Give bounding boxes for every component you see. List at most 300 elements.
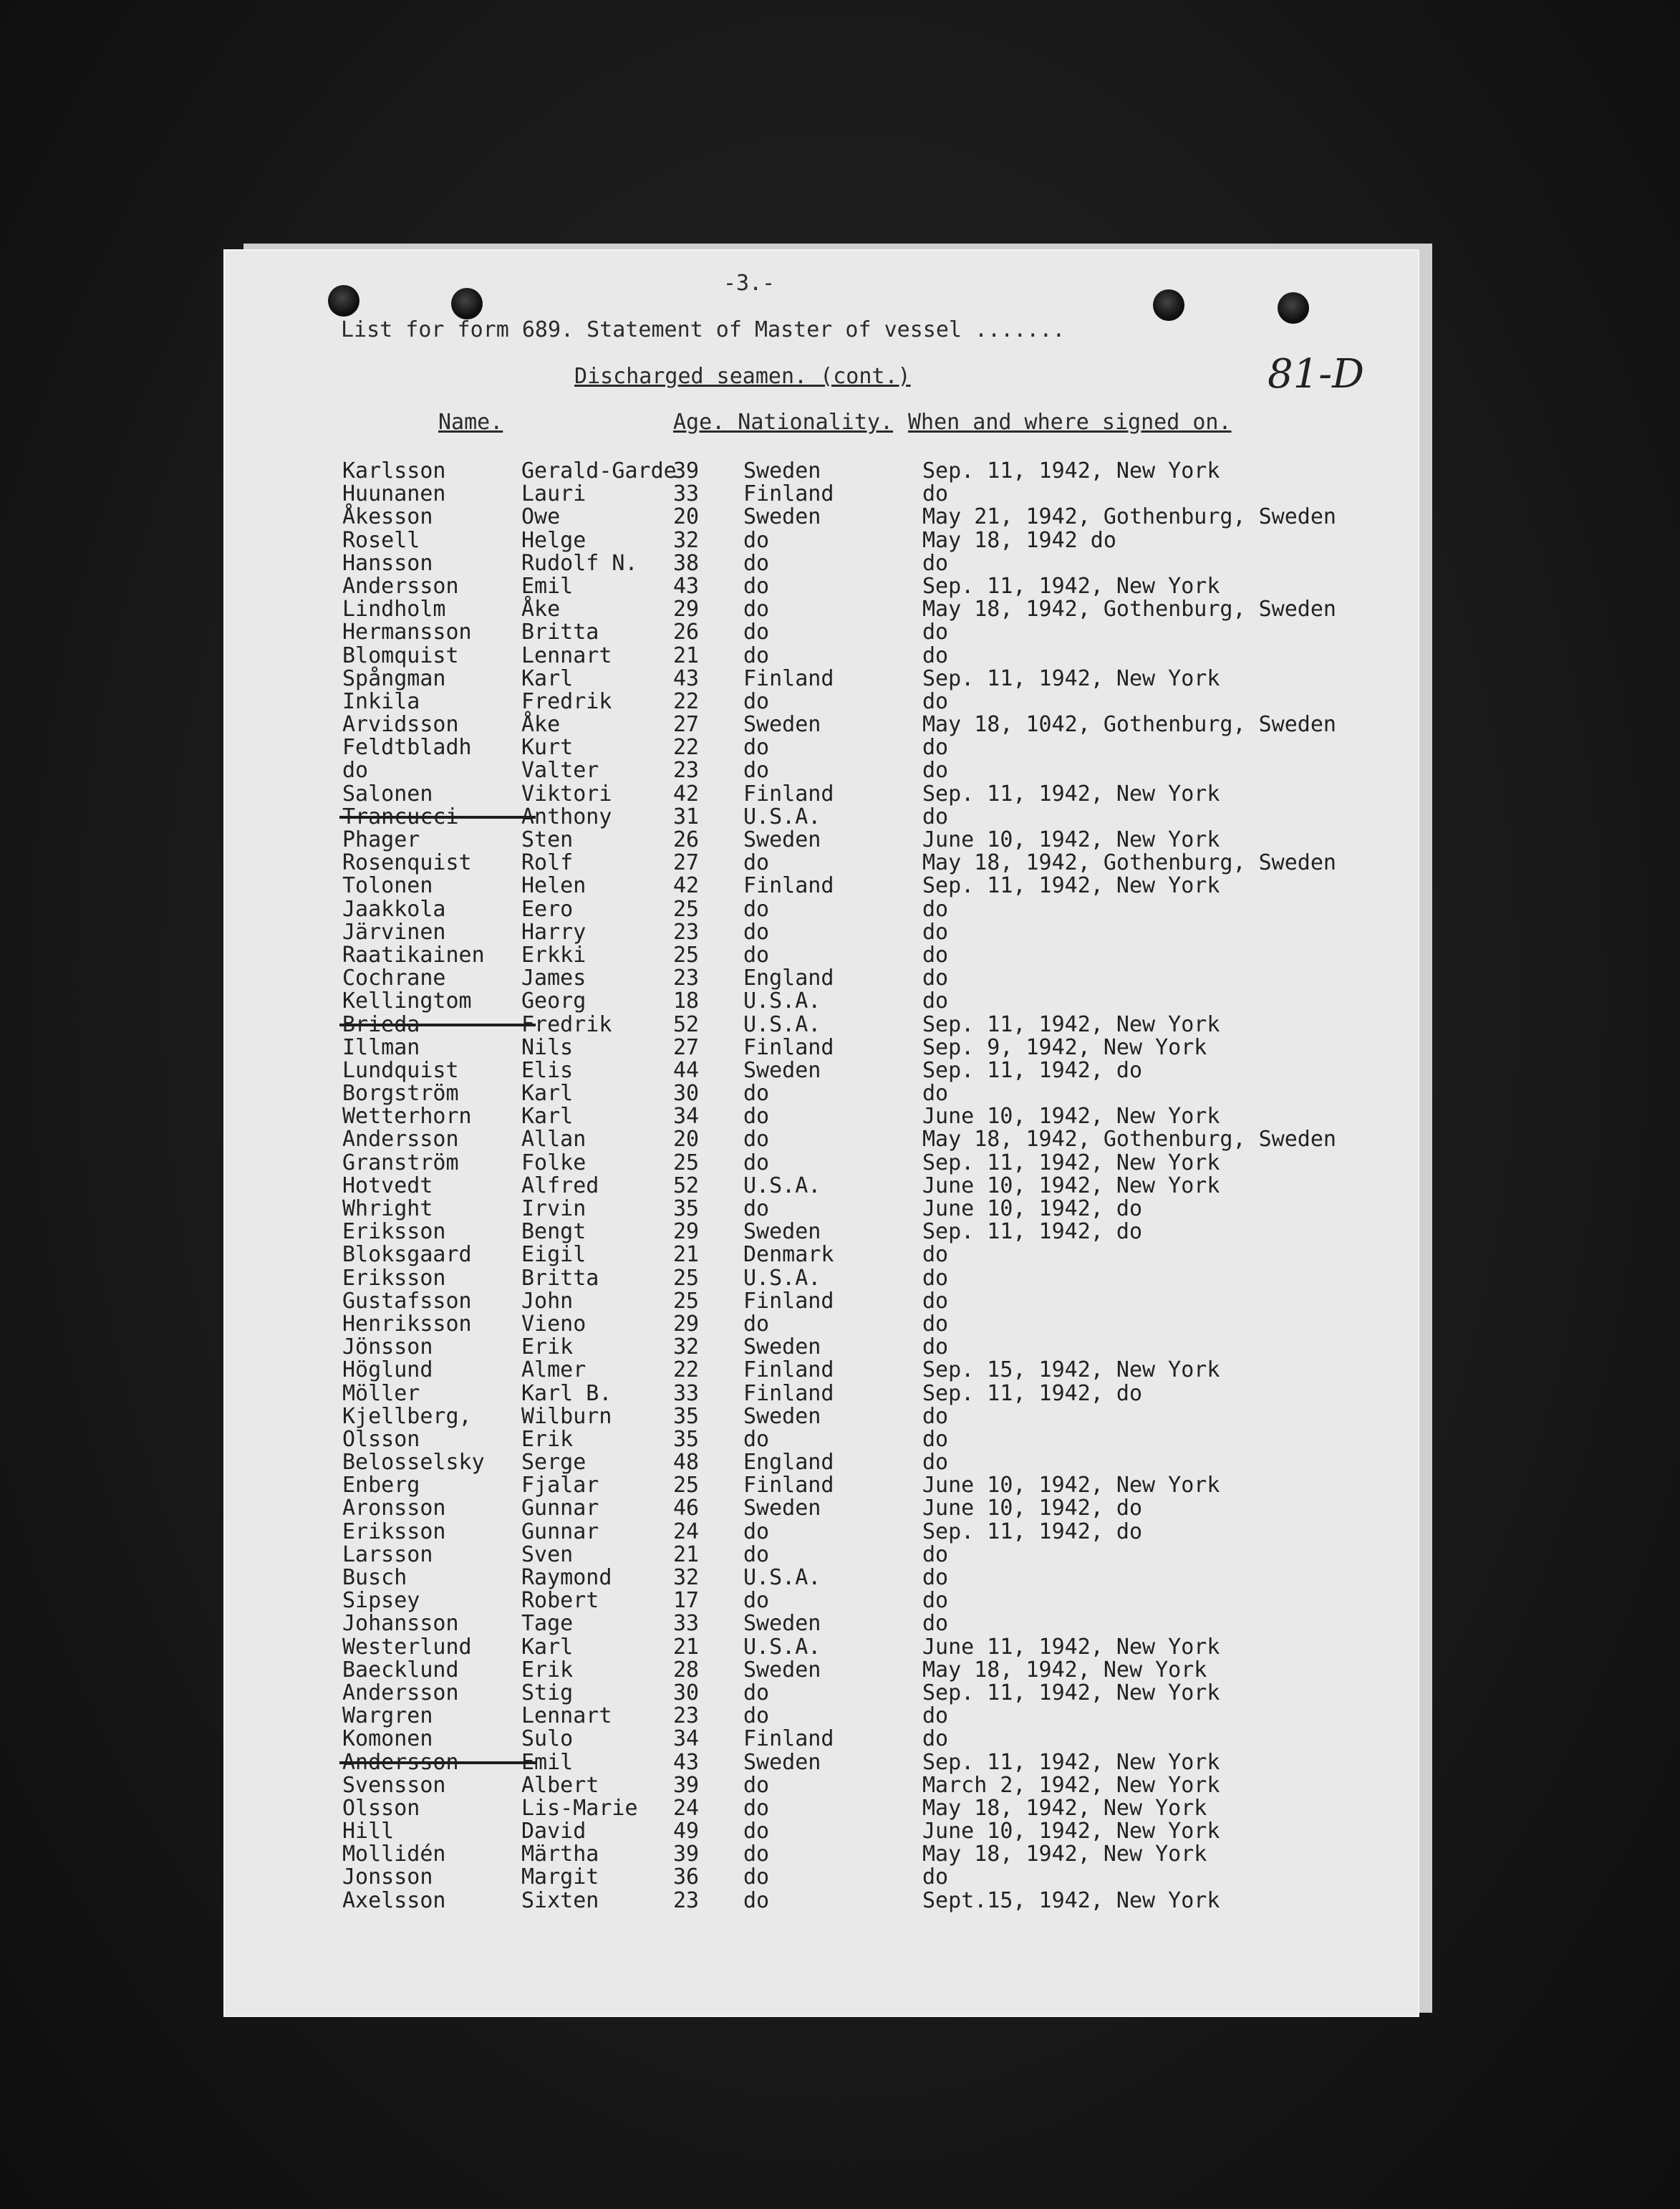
surname-cell: Aronsson [342, 1496, 446, 1521]
signed-on-cell: Sep. 11, 1942, do [922, 1519, 1143, 1544]
surname-cell: Eriksson [342, 1519, 446, 1544]
surname-cell: Hermansson [342, 620, 472, 645]
surname-cell: Johansson [342, 1611, 459, 1637]
given-name-cell: Irvin [521, 1196, 586, 1221]
given-name-cell: Folke [521, 1150, 586, 1175]
given-name-cell: Alfred [521, 1173, 599, 1198]
age-cell: 21 [673, 1242, 700, 1268]
age-cell: 48 [673, 1450, 700, 1476]
age-cell: 52 [673, 1173, 700, 1198]
given-name-cell: Stig [521, 1680, 574, 1705]
given-name-cell: Tage [521, 1611, 574, 1637]
signed-on-cell: May 18, 1042, Gothenburg, Sweden [922, 712, 1336, 738]
surname-cell: Åkesson [342, 504, 433, 530]
surname-cell: Kellingtom [342, 988, 472, 1014]
surname-cell: Blomquist [342, 643, 459, 668]
nationality-cell: do [743, 573, 770, 599]
nationality-cell: U.S.A. [743, 1634, 821, 1660]
signed-on-cell: do [922, 1565, 949, 1590]
signed-on-cell: Sept.15, 1942, New York [922, 1887, 1220, 1913]
given-name-cell: Raymond [521, 1565, 612, 1590]
surname-cell: Baecklund [342, 1657, 459, 1683]
nationality-cell: do [743, 1842, 770, 1867]
surname-cell: Jonsson [342, 1864, 433, 1890]
signed-on-cell: Sep. 11, 1942, New York [922, 1749, 1220, 1775]
surname-cell: Hill [342, 1819, 395, 1844]
signed-on-cell: June 10, 1942, New York [922, 1173, 1220, 1198]
nationality-cell: U.S.A. [743, 988, 821, 1014]
age-cell: 38 [673, 550, 700, 576]
age-cell: 52 [673, 1011, 700, 1037]
age-cell: 49 [673, 1819, 700, 1844]
surname-cell: do [342, 758, 369, 784]
age-cell: 27 [673, 712, 700, 738]
age-cell: 35 [673, 1196, 700, 1221]
age-cell: 25 [673, 1150, 700, 1175]
surname-cell: Phager [342, 827, 420, 852]
signed-on-cell: do [922, 688, 949, 714]
signed-on-cell: do [922, 1703, 949, 1729]
nationality-cell: do [743, 597, 770, 622]
given-name-cell: Karl [521, 1104, 574, 1130]
signed-on-cell: do [922, 1403, 949, 1429]
given-name-cell: Valter [521, 758, 599, 784]
surname-cell: Salonen [342, 781, 433, 807]
signed-on-cell: June 10, 1942, do [922, 1496, 1143, 1521]
signed-on-cell: do [922, 643, 949, 668]
punch-hole [1153, 289, 1184, 321]
given-name-cell: Serge [521, 1450, 586, 1476]
signed-on-cell: May 18, 1942, New York [922, 1795, 1207, 1821]
signed-on-cell: do [922, 896, 949, 922]
given-name-cell: Rudolf N. [521, 550, 638, 576]
given-name-cell: Kurt [521, 735, 574, 761]
signed-on-cell: May 21, 1942, Gothenburg, Sweden [922, 504, 1336, 530]
signed-on-cell: do [922, 1450, 949, 1476]
nationality-cell: Finland [743, 873, 834, 899]
signed-on-cell: June 10, 1942, New York [922, 827, 1220, 852]
surname-cell: Eriksson [342, 1219, 446, 1245]
document-subheading: Discharged seamen. (cont.) [574, 364, 911, 389]
surname-cell: Belosselsky [342, 1450, 485, 1476]
age-cell: 43 [673, 665, 700, 691]
surname-cell: Granström [342, 1150, 459, 1175]
surname-cell: Bloksgaard [342, 1242, 472, 1268]
page-number: -3.- [723, 271, 776, 296]
given-name-cell: Harry [521, 919, 586, 945]
age-cell: 23 [673, 758, 700, 784]
surname-cell: Wetterhorn [342, 1104, 472, 1130]
column-header-name: Name. [438, 410, 503, 435]
nationality-cell: England [743, 1450, 834, 1476]
given-name-cell: Erik [521, 1657, 574, 1683]
nationality-cell: do [743, 1795, 770, 1821]
surname-cell: Eriksson [342, 1265, 446, 1291]
signed-on-cell: June 10, 1942, New York [922, 1819, 1220, 1844]
signed-on-cell: Sep. 11, 1942, New York [922, 1011, 1220, 1037]
age-cell: 27 [673, 850, 700, 876]
signed-on-cell: Sep. 11, 1942, New York [922, 873, 1220, 899]
given-name-cell: Robert [521, 1588, 599, 1614]
given-name-cell: Anthony [521, 804, 612, 829]
given-name-cell: Märtha [521, 1842, 599, 1867]
signed-on-cell: do [922, 919, 949, 945]
age-cell: 36 [673, 1864, 700, 1890]
age-cell: 34 [673, 1726, 700, 1752]
age-cell: 33 [673, 1380, 700, 1406]
surname-cell: Feldtbladh [342, 735, 472, 761]
nationality-cell: U.S.A. [743, 804, 821, 829]
surname-cell: Enberg [342, 1473, 420, 1498]
signed-on-cell: do [922, 758, 949, 784]
nationality-cell: Finland [743, 1380, 834, 1406]
signed-on-cell: Sep. 11, 1942, New York [922, 665, 1220, 691]
nationality-cell: Denmark [743, 1242, 834, 1268]
age-cell: 23 [673, 1887, 700, 1913]
given-name-cell: Nils [521, 1034, 574, 1060]
given-name-cell: Sten [521, 827, 574, 852]
given-name-cell: Karl [521, 1081, 574, 1107]
given-name-cell: James [521, 966, 586, 991]
signed-on-cell: do [922, 1081, 949, 1107]
signed-on-cell: do [922, 1334, 949, 1360]
nationality-cell: Sweden [743, 1657, 821, 1683]
signed-on-cell: Sep. 9, 1942, New York [922, 1034, 1207, 1060]
age-cell: 25 [673, 1288, 700, 1314]
given-name-cell: Lis-Marie [521, 1795, 638, 1821]
signed-on-cell: Sep. 11, 1942, do [922, 1057, 1143, 1083]
nationality-cell: do [743, 735, 770, 761]
nationality-cell: Sweden [743, 827, 821, 852]
surname-cell: Komonen [342, 1726, 433, 1752]
age-cell: 39 [673, 1772, 700, 1798]
nationality-cell: Sweden [743, 1219, 821, 1245]
nationality-cell: Finland [743, 665, 834, 691]
surname-cell: Andersson [342, 1127, 459, 1152]
surname-cell: Karlsson [342, 458, 446, 483]
age-cell: 20 [673, 504, 700, 530]
given-name-cell: Erik [521, 1426, 574, 1452]
signed-on-cell: do [922, 481, 949, 507]
signed-on-cell: May 18, 1942, New York [922, 1842, 1207, 1867]
signed-on-cell: May 18, 1942, New York [922, 1657, 1207, 1683]
age-cell: 25 [673, 896, 700, 922]
signed-on-cell: do [922, 966, 949, 991]
given-name-cell: Erik [521, 1334, 574, 1360]
surname-cell: Raatikainen [342, 942, 485, 968]
nationality-cell: do [743, 850, 770, 876]
nationality-cell: do [743, 643, 770, 668]
age-cell: 28 [673, 1657, 700, 1683]
nationality-cell: do [743, 1127, 770, 1152]
surname-cell: Jönsson [342, 1334, 433, 1360]
age-cell: 21 [673, 1541, 700, 1567]
surname-cell: Inkila [342, 688, 420, 714]
age-cell: 21 [673, 1634, 700, 1660]
given-name-cell: Åke [521, 712, 561, 738]
age-cell: 27 [673, 1034, 700, 1060]
nationality-cell: do [743, 942, 770, 968]
nationality-cell: do [743, 550, 770, 576]
nationality-cell: Finland [743, 481, 834, 507]
nationality-cell: do [743, 1772, 770, 1798]
given-name-cell: Lennart [521, 643, 612, 668]
signed-on-cell: do [922, 1864, 949, 1890]
signed-on-cell: Sep. 11, 1942, do [922, 1219, 1143, 1245]
given-name-cell: Vieno [521, 1311, 586, 1337]
age-cell: 42 [673, 873, 700, 899]
surname-cell: Lindholm [342, 597, 446, 622]
age-cell: 32 [673, 1565, 700, 1590]
given-name-cell: Sulo [521, 1726, 574, 1752]
signed-on-cell: do [922, 735, 949, 761]
age-cell: 42 [673, 781, 700, 807]
signed-on-cell: June 10, 1942, do [922, 1196, 1143, 1221]
age-cell: 23 [673, 966, 700, 991]
nationality-cell: do [743, 1104, 770, 1130]
nationality-cell: Sweden [743, 1611, 821, 1637]
surname-cell: Trancucci [342, 804, 459, 829]
signed-on-cell: June 11, 1942, New York [922, 1634, 1220, 1660]
given-name-cell: Elis [521, 1057, 574, 1083]
nationality-cell: do [743, 527, 770, 553]
surname-cell: Tolonen [342, 873, 433, 899]
punch-hole [1278, 292, 1309, 324]
given-name-cell: Fjalar [521, 1473, 599, 1498]
given-name-cell: Åke [521, 597, 561, 622]
age-cell: 29 [673, 1219, 700, 1245]
age-cell: 34 [673, 1104, 700, 1130]
given-name-cell: Helen [521, 873, 586, 899]
nationality-cell: Sweden [743, 712, 821, 738]
surname-cell: Andersson [342, 1680, 459, 1705]
given-name-cell: Margit [521, 1864, 599, 1890]
signed-on-cell: March 2, 1942, New York [922, 1772, 1220, 1798]
surname-cell: Möller [342, 1380, 420, 1406]
surname-cell: Jaakkola [342, 896, 446, 922]
signed-on-cell: do [922, 550, 949, 576]
given-name-cell: Fredrik [521, 1011, 612, 1037]
nationality-cell: do [743, 1150, 770, 1175]
age-cell: 43 [673, 1749, 700, 1775]
signed-on-cell: May 18, 1942, Gothenburg, Sweden [922, 1127, 1336, 1152]
nationality-cell: do [743, 1541, 770, 1567]
nationality-cell: Sweden [743, 1496, 821, 1521]
signed-on-cell: Sep. 11, 1942, New York [922, 573, 1220, 599]
nationality-cell: U.S.A. [743, 1173, 821, 1198]
nationality-cell: do [743, 758, 770, 784]
age-cell: 33 [673, 1611, 700, 1637]
surname-cell: Axelsson [342, 1887, 446, 1913]
age-cell: 46 [673, 1496, 700, 1521]
age-cell: 22 [673, 688, 700, 714]
age-cell: 20 [673, 1127, 700, 1152]
age-cell: 17 [673, 1588, 700, 1614]
nationality-cell: Finland [743, 1034, 834, 1060]
surname-cell: Rosell [342, 527, 420, 553]
nationality-cell: Sweden [743, 504, 821, 530]
nationality-cell: do [743, 1864, 770, 1890]
surname-cell: Kjellberg, [342, 1403, 472, 1429]
age-cell: 32 [673, 527, 700, 553]
nationality-cell: Finland [743, 1357, 834, 1383]
given-name-cell: Albert [521, 1772, 599, 1798]
age-cell: 29 [673, 1311, 700, 1337]
nationality-cell: do [743, 919, 770, 945]
surname-cell: Borgström [342, 1081, 459, 1107]
given-name-cell: Gunnar [521, 1519, 599, 1544]
nationality-cell: do [743, 1196, 770, 1221]
age-cell: 23 [673, 919, 700, 945]
nationality-cell: do [743, 1081, 770, 1107]
surname-cell: Wargren [342, 1703, 433, 1729]
given-name-cell: Allan [521, 1127, 586, 1152]
nationality-cell: do [743, 1426, 770, 1452]
given-name-cell: Helge [521, 527, 586, 553]
given-name-cell: Rolf [521, 850, 574, 876]
age-cell: 44 [673, 1057, 700, 1083]
nationality-cell: U.S.A. [743, 1265, 821, 1291]
age-cell: 25 [673, 1265, 700, 1291]
age-cell: 22 [673, 1357, 700, 1383]
surname-cell: Svensson [342, 1772, 446, 1798]
given-name-cell: John [521, 1288, 574, 1314]
nationality-cell: Finland [743, 1473, 834, 1498]
nationality-cell: do [743, 1680, 770, 1705]
nationality-cell: do [743, 1311, 770, 1337]
given-name-cell: Karl B. [521, 1380, 612, 1406]
surname-cell: Olsson [342, 1426, 420, 1452]
signed-on-cell: Sep. 15, 1942, New York [922, 1357, 1220, 1383]
given-name-cell: Lauri [521, 481, 586, 507]
surname-cell: Whright [342, 1196, 433, 1221]
nationality-cell: Sweden [743, 1403, 821, 1429]
surname-cell: Arvidsson [342, 712, 459, 738]
given-name-cell: Owe [521, 504, 561, 530]
nationality-cell: Sweden [743, 1057, 821, 1083]
given-name-cell: Eero [521, 896, 574, 922]
punch-hole [328, 285, 359, 317]
age-cell: 31 [673, 804, 700, 829]
surname-cell: Hotvedt [342, 1173, 433, 1198]
surname-cell: Illman [342, 1034, 420, 1060]
signed-on-cell: June 10, 1942, New York [922, 1473, 1220, 1498]
age-cell: 26 [673, 827, 700, 852]
given-name-cell: Wilburn [521, 1403, 612, 1429]
given-name-cell: Karl [521, 1634, 574, 1660]
column-header-age-nationality: Age. Nationality. [673, 410, 894, 435]
age-cell: 32 [673, 1334, 700, 1360]
surname-cell: Huunanen [342, 481, 446, 507]
age-cell: 35 [673, 1426, 700, 1452]
nationality-cell: England [743, 966, 834, 991]
given-name-cell: Viktori [521, 781, 612, 807]
nationality-cell: Finland [743, 781, 834, 807]
given-name-cell: Almer [521, 1357, 586, 1383]
column-header-signed-on: When and where signed on. [908, 410, 1232, 435]
age-cell: 18 [673, 988, 700, 1014]
given-name-cell: Gerald-Garde [521, 458, 677, 483]
age-cell: 21 [673, 643, 700, 668]
age-cell: 26 [673, 620, 700, 645]
surname-cell: Järvinen [342, 919, 446, 945]
signed-on-cell: do [922, 942, 949, 968]
handwritten-note: 81-D [1268, 351, 1365, 398]
signed-on-cell: do [922, 1726, 949, 1752]
signed-on-cell: do [922, 1265, 949, 1291]
signed-on-cell: Sep. 11, 1942, do [922, 1380, 1143, 1406]
signed-on-cell: do [922, 1242, 949, 1268]
nationality-cell: Sweden [743, 458, 821, 483]
signed-on-cell: May 18, 1942, Gothenburg, Sweden [922, 850, 1336, 876]
nationality-cell: do [743, 620, 770, 645]
surname-cell: Mollidén [342, 1842, 446, 1867]
age-cell: 29 [673, 597, 700, 622]
given-name-cell: Eigil [521, 1242, 586, 1268]
signed-on-cell: do [922, 1588, 949, 1614]
given-name-cell: David [521, 1819, 586, 1844]
surname-cell: Larsson [342, 1541, 433, 1567]
punch-hole [451, 288, 483, 319]
nationality-cell: Sweden [743, 1334, 821, 1360]
signed-on-cell: June 10, 1942, New York [922, 1104, 1220, 1130]
given-name-cell: Erkki [521, 942, 586, 968]
given-name-cell: Emil [521, 573, 574, 599]
age-cell: 25 [673, 942, 700, 968]
nationality-cell: do [743, 1519, 770, 1544]
surname-cell: Cochrane [342, 966, 446, 991]
nationality-cell: do [743, 896, 770, 922]
given-name-cell: Gunnar [521, 1496, 599, 1521]
signed-on-cell: Sep. 11, 1942, New York [922, 781, 1220, 807]
nationality-cell: Finland [743, 1726, 834, 1752]
given-name-cell: Sixten [521, 1887, 599, 1913]
given-name-cell: Georg [521, 988, 586, 1014]
age-cell: 35 [673, 1403, 700, 1429]
given-name-cell: Fredrik [521, 688, 612, 714]
surname-cell: Lundquist [342, 1057, 459, 1083]
surname-cell: Busch [342, 1565, 407, 1590]
signed-on-cell: May 18, 1942, Gothenburg, Sweden [922, 597, 1336, 622]
nationality-cell: U.S.A. [743, 1011, 821, 1037]
nationality-cell: do [743, 1819, 770, 1844]
signed-on-cell: do [922, 1311, 949, 1337]
surname-cell: Olsson [342, 1795, 420, 1821]
surname-cell: Andersson [342, 573, 459, 599]
nationality-cell: Finland [743, 1288, 834, 1314]
given-name-cell: Bengt [521, 1219, 586, 1245]
nationality-cell: Sweden [743, 1749, 821, 1775]
age-cell: 24 [673, 1519, 700, 1544]
surname-cell: Henriksson [342, 1311, 472, 1337]
signed-on-cell: do [922, 1288, 949, 1314]
age-cell: 43 [673, 573, 700, 599]
given-name-cell: Britta [521, 620, 599, 645]
signed-on-cell: do [922, 1541, 949, 1567]
signed-on-cell: do [922, 804, 949, 829]
age-cell: 24 [673, 1795, 700, 1821]
signed-on-cell: do [922, 1426, 949, 1452]
surname-cell: Gustafsson [342, 1288, 472, 1314]
nationality-cell: do [743, 1887, 770, 1913]
nationality-cell: U.S.A. [743, 1565, 821, 1590]
surname-cell: Höglund [342, 1357, 433, 1383]
signed-on-cell: Sep. 11, 1942, New York [922, 1680, 1220, 1705]
age-cell: 33 [673, 481, 700, 507]
surname-cell: Spångman [342, 665, 446, 691]
age-cell: 22 [673, 735, 700, 761]
nationality-cell: do [743, 1703, 770, 1729]
